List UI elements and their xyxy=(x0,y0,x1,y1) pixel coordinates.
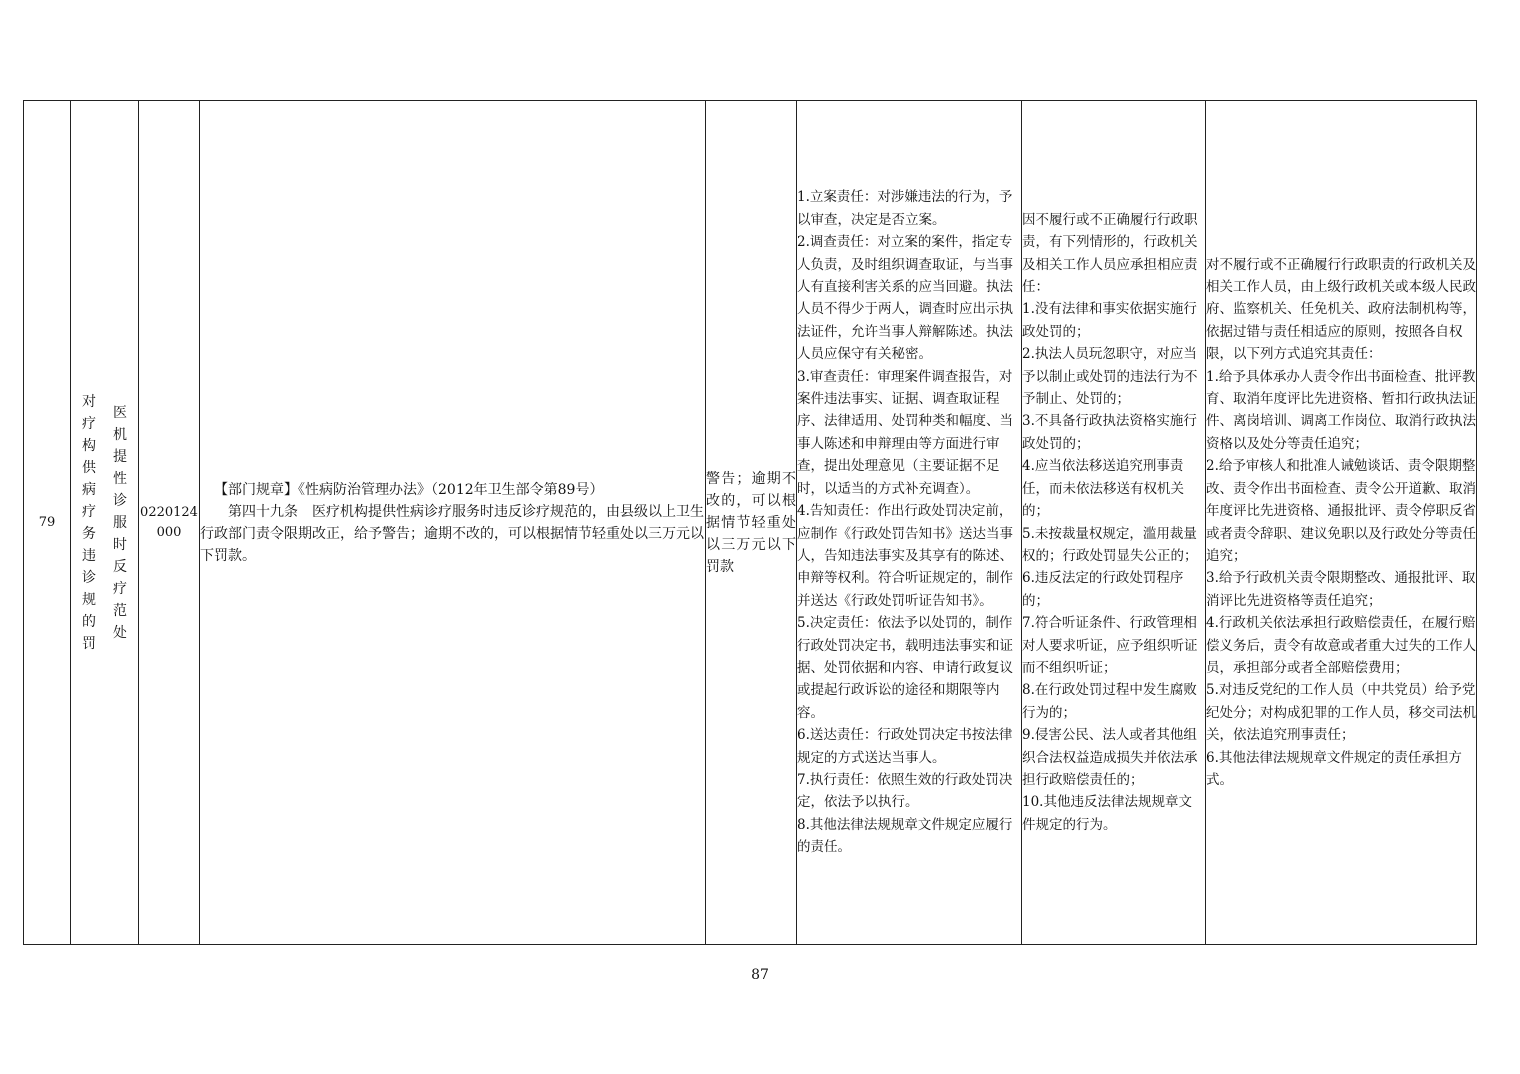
item-name-cell xyxy=(71,101,139,945)
row-index: 79 xyxy=(24,101,71,945)
duty-item: 7.执行责任：依照生效的行政处罚决定，依法予以执行。 xyxy=(797,771,1013,811)
pursuit-item: 4.行政机关依法承担行政赔偿责任，在履行赔偿义务后，责令有故意或者重大过失的工作人员，承担部分或者全部赔偿费用； xyxy=(1206,615,1476,676)
pursuit-intro: 对不履行或不正确履行行政职责的行政机关及相关工作人员，由上级行政机关或本级人民政府、监察机关、任免机关、政府法制机构等，依据过错与责任相适应的原则，按照各自权限，以下列方式追究其责任： xyxy=(1206,256,1476,363)
accountability-item: 10.其他违反法律法规规章文件规定的行为。 xyxy=(1022,794,1192,833)
power-list-table xyxy=(23,100,1477,945)
accountability-intro: 因不履行或不正确履行行政职责，有下列情形的，行政机关及相关工作人员应承担相应责任： xyxy=(1022,211,1198,296)
item-name-text-right: 医机提性诊服时反疗范处 xyxy=(113,404,127,641)
duty-item: 2.调查责任：对立案的案件，指定专人负责，及时组织调查取证，与当事人有直接利害关系的应当回避。执法人员不得少于两人，调查时应出示执法证件，允许当事人辩解陈述。执法人员应保守有关秘密。 xyxy=(797,234,1013,363)
pursuit-cell xyxy=(1206,101,1477,945)
legal-basis-cell xyxy=(200,101,706,945)
accountability-item: 8.在行政处罚过程中发生腐败行为的； xyxy=(1022,682,1197,721)
accountability-item: 4.应当依法移送追究刑事责任，而未依法移送有权机关的； xyxy=(1022,458,1184,520)
page-number: 87 xyxy=(751,967,769,983)
duties-cell xyxy=(797,101,1022,945)
duty-item: 5.决定责任：依法予以处罚的，制作行政处罚决定书，载明违法事实和证据、处罚依据和内容、申请行政复议或提起行政诉讼的途径和期限等内容。 xyxy=(797,615,1013,721)
pursuit-item: 3.给予行政机关责令限期整改、通报批评、取消评比先进资格等责任追究； xyxy=(1206,570,1476,609)
pursuit-item: 5.对违反党纪的工作人员（中共党员）给予党纪处分；对构成犯罪的工作人员，移交司法机关，依法追究刑事责任； xyxy=(1206,682,1476,744)
item-code: 0220124000 xyxy=(139,101,200,945)
accountability-item: 2.执法人员玩忽职守，对应当予以制止或处罚的违法行为不予制止、处罚的； xyxy=(1022,346,1198,408)
pursuit-item: 2.给予审核人和批准人诫勉谈话、责令限期整改、责令作出书面检查、责令公开道歉、取消年度评比先进资格、通报批评、责令停职反省或者责令辞职、建议免职以及行政处分等责任追究； xyxy=(1206,458,1476,564)
legal-basis-title: 【部门规章】《性病防治管理办法》（2012年卫生部令第89号） xyxy=(214,481,604,498)
pursuit-item: 6.其他法律法规规章文件规定的责任承担方式。 xyxy=(1206,749,1462,788)
accountability-item: 5.未按裁量权规定，滥用裁量权的；行政处罚显失公正的； xyxy=(1022,525,1198,564)
accountability-cell xyxy=(1022,101,1206,945)
duty-item: 3.审查责任：审理案件调查报告，对案件违法事实、证据、调查取证程序、法律适用、处罚种类和幅度、当事人陈述和申辩理由等方面进行审查，提出处理意见（主要证据不足时，以适当的方式补充调查）。 xyxy=(797,368,1013,497)
duty-item: 8.其他法律法规规章文件规定应履行的责任。 xyxy=(797,816,1013,856)
duty-item: 4.告知责任：作出行政处罚决定前，应制作《行政处罚告知书》送达当事人，告知违法事实及其享有的陈述、申辩等权利。符合听证规定的，制作并送达《行政处罚听证告知书》。 xyxy=(797,503,1013,609)
item-name-text: 对疗构供病疗务违诊规的罚 xyxy=(82,393,96,652)
duty-item: 6.送达责任：行政处罚决定书按法律规定的方式送达当事人。 xyxy=(797,727,1013,766)
accountability-item: 9.侵害公民、法人或者其他组织合法权益造成损失并依法承担行政赔偿责任的； xyxy=(1022,727,1198,788)
pursuit-item: 1.给予具体承办人责令作出书面检查、批评教育、取消年度评比先进资格、暂扣行政执法证件、离岗培训、调离工作岗位、取消行政执法资格以及处分等责任追究； xyxy=(1206,368,1476,452)
duty-item: 1.立案责任：对涉嫌违法的行为，予以审查，决定是否立案。 xyxy=(797,189,1013,228)
punishment-cell: 警告；逾期不改的，可以根据情节轻重处以三万元以下罚款 xyxy=(706,101,797,945)
legal-basis-body: 第四十九条 医疗机构提供性病诊疗服务时违反诊疗规范的，由县级以上卫生行政部门责令限期改正，给予警告；逾期不改的，可以根据情节轻重处以三万元以下罚款。 xyxy=(200,503,704,564)
table-row xyxy=(24,101,1477,945)
accountability-item: 1.没有法律和事实依据实施行政处罚的； xyxy=(1022,301,1197,340)
accountability-item: 7.符合听证条件、行政管理相对人要求听证，应予组织听证而不组织听证； xyxy=(1022,615,1198,676)
accountability-item: 3.不具备行政执法资格实施行政处罚的； xyxy=(1022,413,1197,452)
accountability-item: 6.违反法定的行政处罚程序的； xyxy=(1022,570,1184,609)
